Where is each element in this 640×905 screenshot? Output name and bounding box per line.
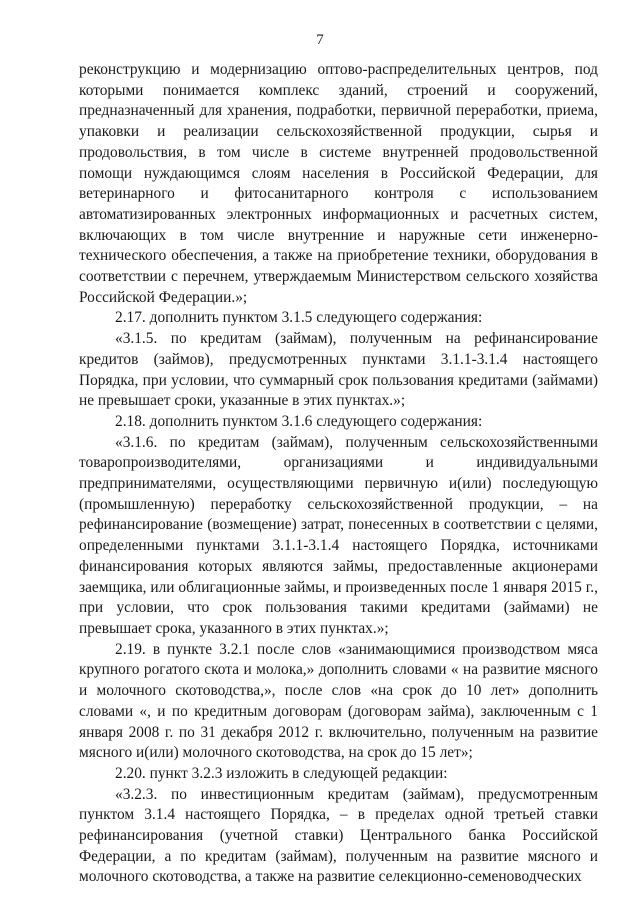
document-body: [79, 60, 598, 888]
paragraph-item-2-17: 2.17. дополнить пунктом 3.1.5 следующего содержания:: [115, 309, 483, 327]
paragraph-item-3-2-3: «3.2.3. по инвестиционным кредитам (займам), предусмотренным пунктом 3.1.4 настоящего Порядка, – в пределах одной третьей ставки рефинансирования (учетной ставки) Центрального банка Российской Федерации, а по кредитам (займам), полученным на развитие мясного и молочного скотоводства, а также на развитие селекционно-семеноводческих: [79, 785, 598, 886]
paragraph-item-2-19: 2.19. в пункте 3.2.1 после слов «занимающимися производством мяса крупного рогатого скота и молока,» дополнить словами « на развитие мясного и молочного скотоводства,», после слов «на срок до 10 лет» дополнить словами «, и по кредитным договорам (договорам займа), заключенным с 1 января 2008 г. по 31 декабря 2012 г. включительно, полученным на развитие мясного и(или) молочного скотоводства, на срок до 15 лет»;: [79, 640, 598, 762]
paragraph-item-2-20: 2.20. пункт 3.2.3 изложить в следующей редакции:: [115, 764, 448, 782]
paragraph-item-3-1-5: «3.1.5. по кредитам (займам), полученным на рефинансирование кредитов (займов), предусмотренных пунктами 3.1.1-3.1.4 настоящего Порядка, при условии, что суммарный срок пользования кредитами (займами) не превышает сроки, указанные в этих пунктах.»;: [79, 330, 598, 410]
page-number: 7: [316, 32, 324, 48]
paragraph-item-3-1-6: «3.1.6. по кредитам (займам), полученным сельскохозяйственными товаропроизводителями, организациями и индивидуальными предпринимателями, осуществляющими первичную и(или) последующую (промышленную) переработку сельскохозяйственной продукции, – на рефинансирование (возмещение) затрат, понесенных в соответствии с целями, определенными пунктами 3.1.1-3.1.4 настоящего Порядка, источниками финансирования которых являются займы, предоставленные акционерами заемщика, или облигационные займы, и произведенных после 1 января 2015 г., при условии, что срок пользования такими кредитами (займами) не превышает срока, указанного в этих пунктах.»;: [79, 433, 598, 637]
paragraph-item-2-18: 2.18. дополнить пунктом 3.1.6 следующего содержания:: [115, 412, 483, 430]
paragraph-continuation: реконструкцию и модернизацию оптово-распределительных центров, под которыми понимается комплекс зданий, строений и сооружений, предназначенный для хранения, подработки, первичной переработки, приема, упаковки и реализации сельскохозяйственной продукции, сырья и продовольствия, в том числе в системе внутренней продовольственной помощи нуждающимся слоям населения в Российской Федерации, для ветеринарного и фитосанитарного контроля с использованием автоматизированных электронных информационных и расчетных систем, включающих в том числе внутренние и наружные сети инженерно-технического обеспечения, а также на приобретение техники, оборудования в соответствии с перечнем, утверждаемым Министерством сельского хозяйства Российской Федерации.»;: [79, 61, 598, 306]
